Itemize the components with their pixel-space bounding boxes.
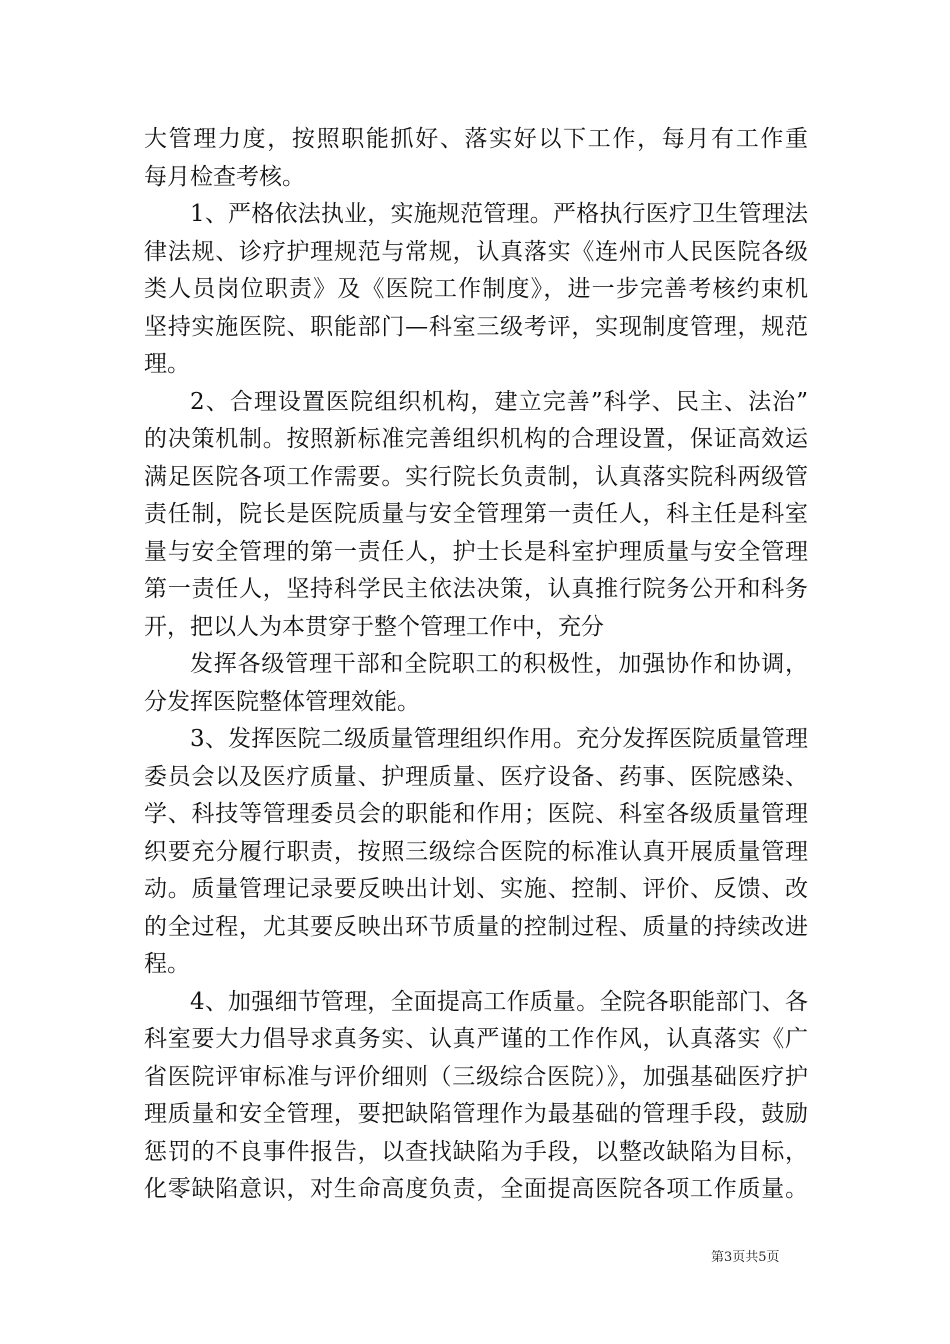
text-line: 织要充分履行职责，按照三级综合医院的标准认真开展质量管理	[144, 838, 808, 865]
text-line: 化零缺陷意识，对生命高度负责，全面提高医院各项工作质量。	[144, 1176, 808, 1202]
text-line: 开，把以人为本贯穿于整个管理工作中，充分	[144, 613, 604, 640]
text-line: 每月检查考核。	[144, 163, 305, 190]
text-line: 发挥各级管理干部和全院职工的积极性，加强协作和协调，	[190, 651, 808, 677]
text-line: 委员会以及医疗质量、护理质量、医疗设备、药事、医院感染、	[144, 763, 808, 790]
text-line: 责任制，院长是医院质量与安全管理第一责任人，科主任是科室	[144, 501, 808, 527]
text-line: 学、科技等管理委员会的职能和作用；医院、科室各级质量管理	[144, 801, 808, 827]
body-text	[144, 121, 808, 1209]
text-line: 量与安全管理的第一责任人，护士长是科室护理质量与安全管理	[144, 538, 808, 565]
text-line: 动。质量管理记录要反映出计划、实施、控制、评价、反馈、改	[144, 876, 808, 902]
text-line: 律法规、诊疗护理规范与常规，认真落实《连州市人民医院各级	[144, 238, 808, 265]
text-line: 坚持实施医院、职能部门—科室三级考评，实现制度管理，规范	[144, 313, 808, 340]
text-line: 程。	[144, 951, 190, 977]
text-line: 满足医院各项工作需要。实行院长负责制，认真落实院科两级管	[144, 463, 808, 490]
text-line: 惩罚的不良事件报告，以查找缺陷为手段，以整改缺陷为目标，	[144, 1138, 808, 1165]
text-line: 科室要大力倡导求真务实、认真严谨的工作作风，认真落实《广	[144, 1026, 808, 1052]
text-line: 省医院评审标准与评价细则（三级综合医院）》，加强基础医疗护	[144, 1063, 808, 1090]
text-line: 4、加强细节管理，全面提高工作质量。全院各职能部门、各	[190, 988, 808, 1015]
page-number-footer: 第3页共5页	[711, 1250, 780, 1265]
text-line: 的决策机制。按照新标准完善组织机构的合理设置，保证高效运	[144, 426, 808, 452]
text-line: 2、合理设置医院组织机构，建立完善”科学、民主、法治”	[190, 388, 808, 415]
text-line: 1、严格依法执业，实施规范管理。严格执行医疗卫生管理法	[190, 201, 808, 227]
text-line: 理。	[144, 351, 190, 377]
text-line: 大管理力度，按照职能抓好、落实好以下工作，每月有工作重	[144, 126, 808, 152]
text-line: 分发挥医院整体管理效能。	[144, 688, 420, 715]
text-line: 理质量和安全管理，要把缺陷管理作为最基础的管理手段，鼓励	[144, 1101, 808, 1127]
text-line: 第一责任人，坚持科学民主依法决策，认真推行院务公开和科务	[144, 576, 808, 602]
text-line: 的全过程，尤其要反映出环节质量的控制过程、质量的持续改进	[144, 913, 808, 940]
text-line: 3、发挥医院二级质量管理组织作用。充分发挥医院质量管理	[190, 726, 808, 752]
text-line: 类人员岗位职责》及《医院工作制度》，进一步完善考核约束机	[144, 276, 808, 302]
